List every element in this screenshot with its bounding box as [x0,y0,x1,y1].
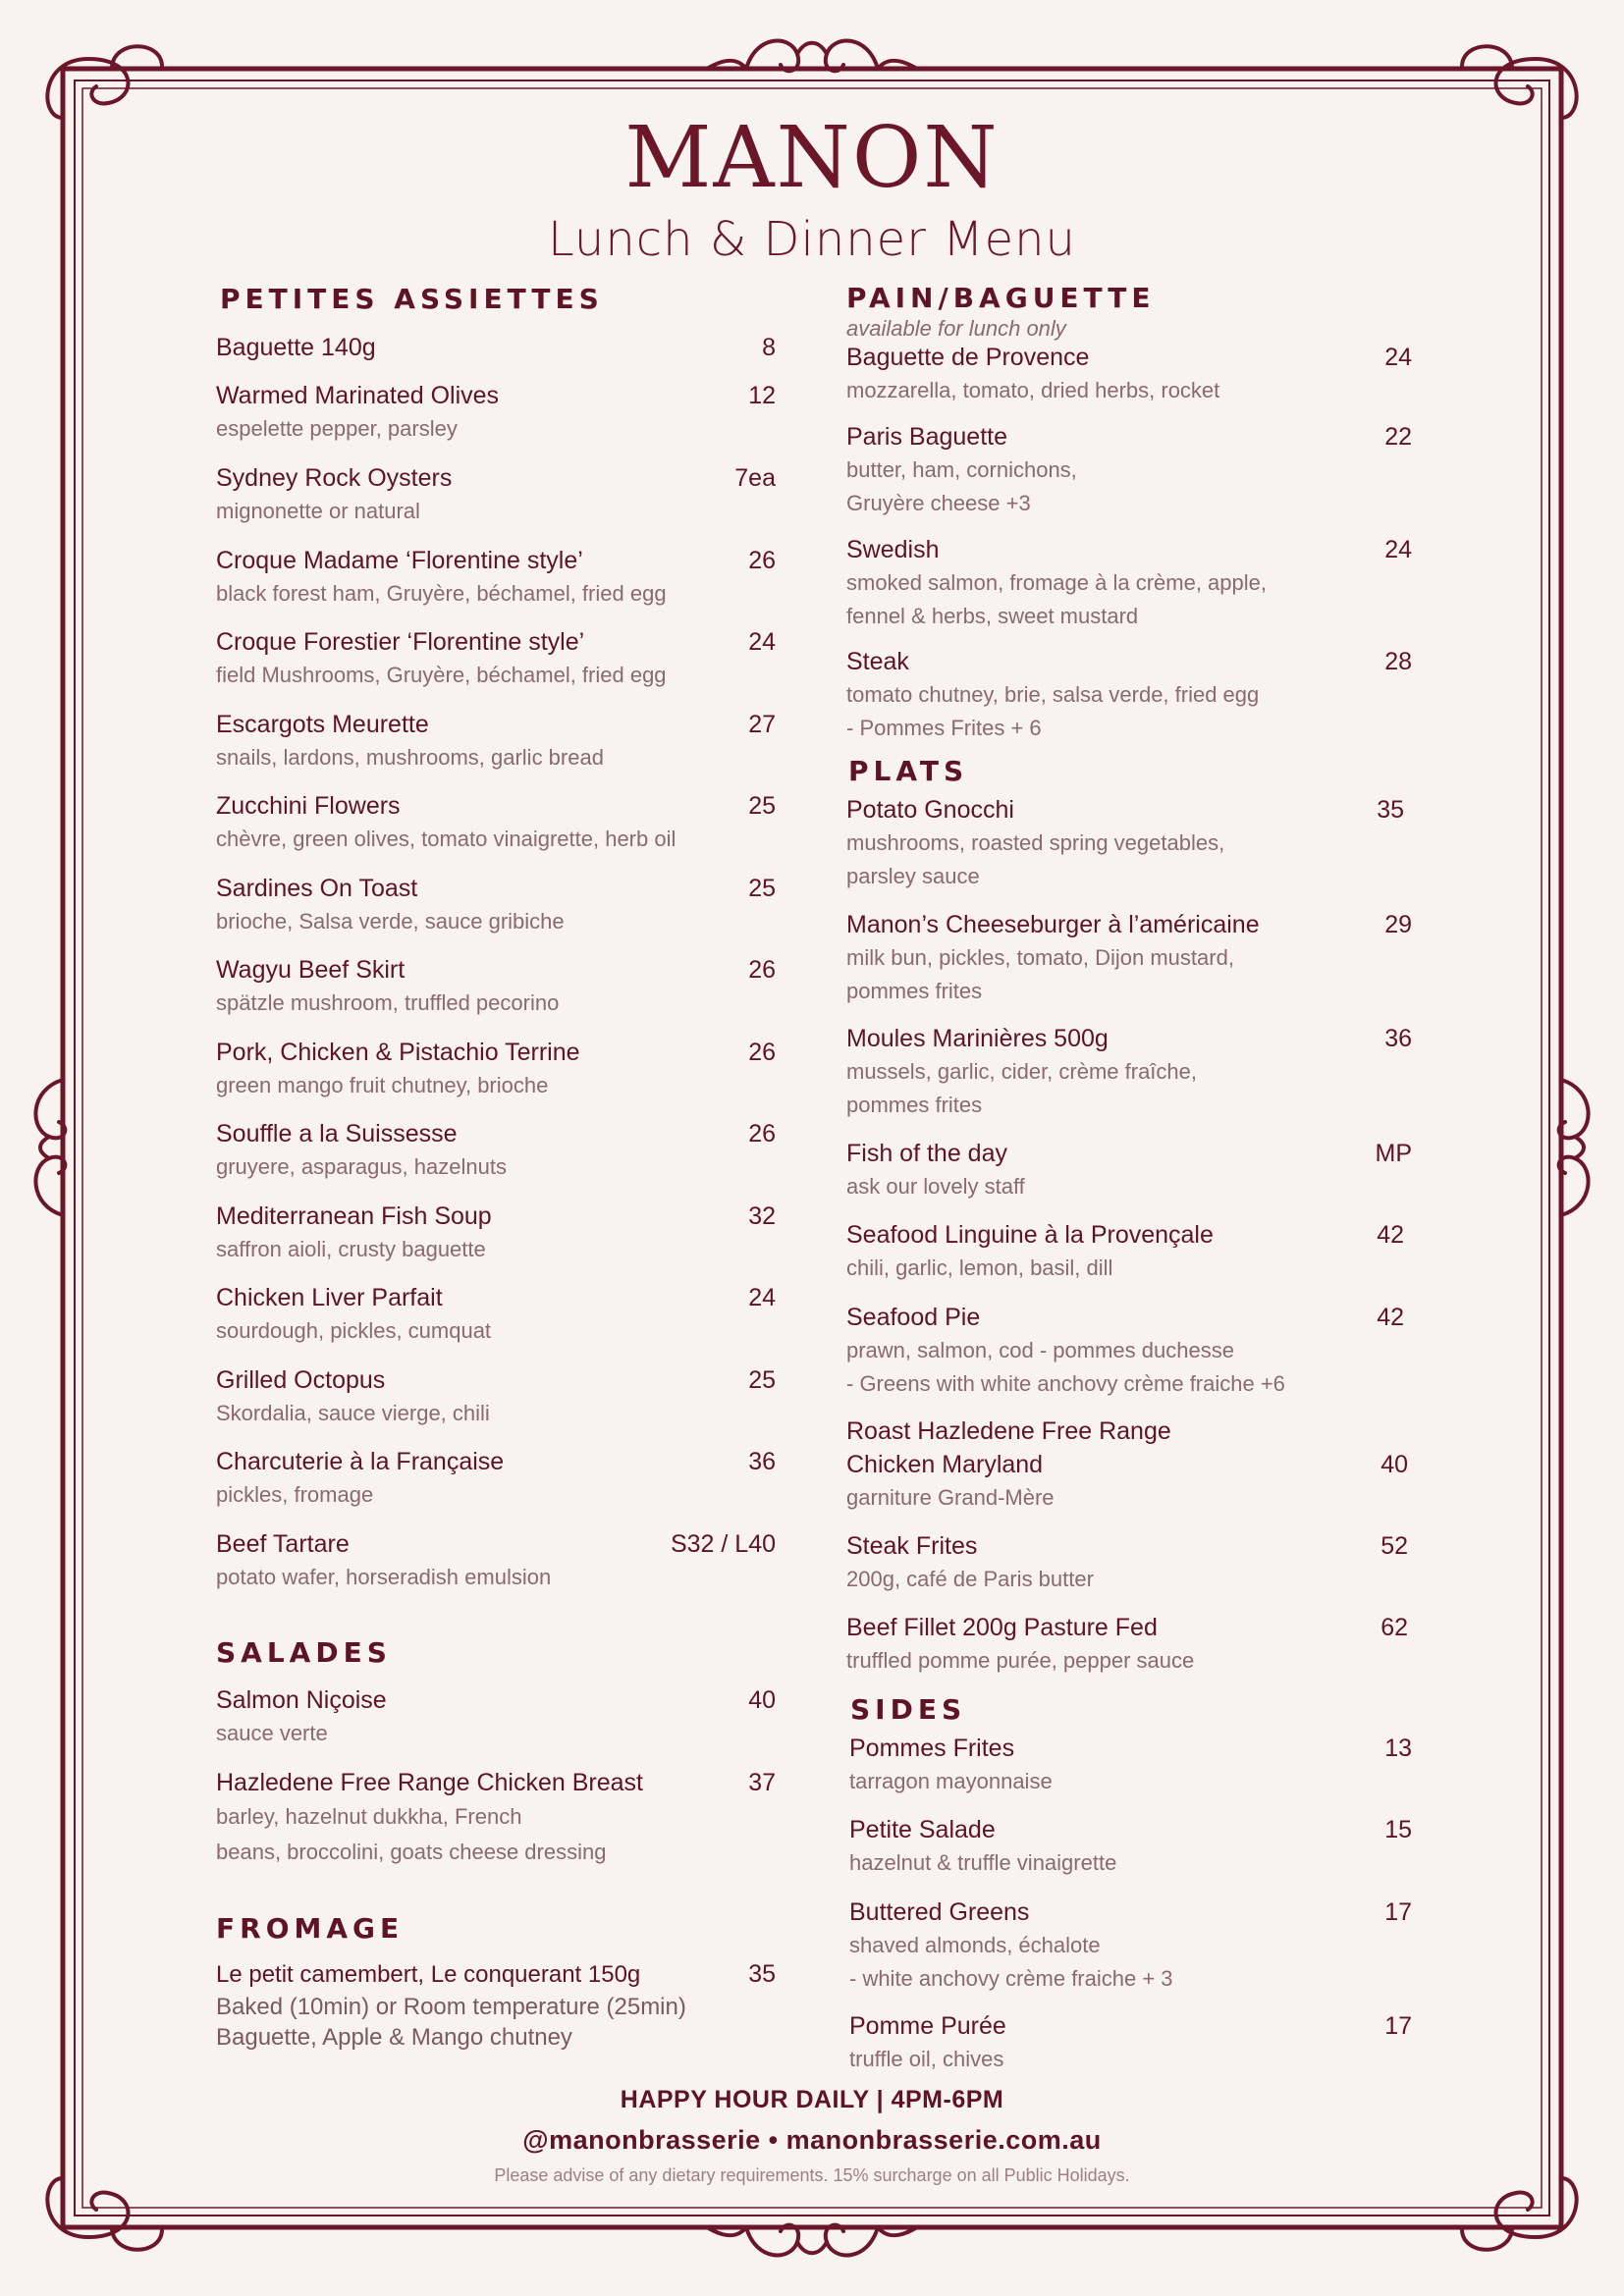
item-name: Zucchini Flowers [216,792,401,820]
item-description: 200g, café de Paris butter [846,1567,1094,1591]
item-price: 22 [1384,423,1412,451]
item-name: Steak [846,648,909,675]
item-name: Swedish [846,536,940,563]
item-name: Sydney Rock Oysters [216,464,453,492]
item-description: brioche, Salsa verde, sauce gribiche [216,909,565,934]
item-name: Souffle a la Suissesse [216,1120,458,1148]
item-name: Warmed Marinated Olives [216,382,500,409]
menu-item [846,645,1412,745]
item-description: shaved almonds, échalote [849,1933,1101,1957]
item-description: garniture Grand-Mère [846,1485,1055,1510]
item-name: Pomme Purée [849,2012,1006,2040]
item-description: mussels, garlic, cider, crème fraîche, [846,1059,1198,1084]
item-description: gruyere, asparagus, hazelnuts [216,1154,507,1179]
item-description: smoked salmon, fromage à la crème, apple, [846,570,1267,595]
menu-item [846,908,1412,1008]
item-description: barley, hazelnut dukkha, French [216,1804,522,1829]
item-description: parsley sauce [846,864,980,888]
menu-item [846,1022,1412,1122]
menu-item [216,331,776,364]
item-description: chèvre, green olives, tomato vinaigrette, herb oil [216,827,677,851]
item-description: sauce verte [216,1721,328,1745]
item-name: Manon’s Cheeseburger à l’américaine [846,911,1260,938]
menu-item [846,341,1412,407]
item-name: Sardines On Toast [216,875,418,902]
item-name: Fish of the day [846,1140,1007,1167]
menu-item [849,2009,1412,2076]
item-price: 32 [748,1202,776,1230]
item-price: MP [1375,1140,1412,1167]
menu-item [216,1281,776,1348]
item-name: Le petit camembert, Le conquerant 150g [216,1961,641,1988]
dietary-disclaimer: Please advise of any dietary requirements. 15% surcharge on all Public Holidays. [494,2165,1130,2185]
menu-item [846,793,1412,893]
item-description: pommes frites [846,1093,983,1117]
menu-item [216,1117,776,1184]
menu-item [216,1445,776,1512]
item-price: 40 [748,1686,776,1714]
item-name: Wagyu Beef Skirt [216,956,406,984]
item-price: 24 [748,1284,776,1311]
item-description: mozzarella, tomato, dried herbs, rocket [846,378,1220,402]
item-description: espelette pepper, parsley [216,416,458,441]
item-name: Escargots Meurette [216,711,429,738]
item-name: Beef Fillet 200g Pasture Fed [846,1614,1158,1641]
menu-item [216,1683,776,1750]
item-description: saffron aioli, crusty baguette [216,1237,486,1261]
menu-item [849,1732,1412,1798]
item-name: Moules Marinières 500g [846,1025,1109,1052]
item-description: - white anchovy crème fraiche + 3 [849,1966,1173,1991]
item-price: 26 [748,1039,776,1066]
menu-item [216,708,776,774]
item-description: truffle oil, chives [849,2047,1004,2071]
item-description: Baked (10min) or Room temperature (25min) [216,1994,686,2020]
item-description: green mango fruit chutney, brioche [216,1073,549,1097]
menu-item [216,1957,776,2053]
item-price: 26 [748,547,776,574]
item-price: 24 [1384,344,1412,371]
item-price: 29 [1384,911,1412,938]
item-description: Skordalia, sauce vierge, chili [216,1401,490,1425]
section-title-plats: PLATS [848,755,969,787]
brand-logo: MANON [624,109,1000,207]
social-handle-and-website: @manonbrasserie • manonbrasserie.com.au [522,2125,1102,2155]
item-description: hazelnut & truffle vinaigrette [849,1850,1117,1875]
item-name: Baguette 140g [216,334,376,361]
item-name: Salmon Niçoise [216,1686,387,1714]
menu-item [216,789,776,856]
item-price: 8 [762,334,776,361]
item-description: mushrooms, roasted spring vegetables, [846,830,1225,855]
menu-subtitle: Lunch & Dinner Menu [548,212,1076,267]
menu-item [216,1766,776,1870]
item-name: Charcuterie à la Française [216,1448,505,1475]
item-price: 25 [748,792,776,820]
item-name: Buttered Greens [849,1898,1030,1926]
item-price: 12 [748,382,776,409]
item-name: Pork, Chicken & Pistachio Terrine [216,1039,580,1066]
item-price: 35 [1377,796,1404,824]
item-description: mignonette or natural [216,499,420,523]
menu-item [846,1611,1412,1678]
item-price: 36 [748,1448,776,1475]
item-price: 17 [1384,2012,1412,2040]
item-price: 52 [1380,1532,1408,1560]
item-name: Chicken Liver Parfait [216,1284,443,1311]
item-description: field Mushrooms, Gruyère, béchamel, fried egg [216,663,667,687]
item-price: 36 [1384,1025,1412,1052]
item-description: tomato chutney, brie, salsa verde, fried egg [846,682,1260,707]
item-price: S32 / L40 [670,1530,776,1558]
item-price: 13 [1384,1735,1412,1762]
section-title-sides: SIDES [850,1693,967,1726]
menu-item [846,1415,1412,1515]
item-description: fennel & herbs, sweet mustard [846,604,1139,628]
happy-hour-banner: HAPPY HOUR DAILY | 4PM-6PM [620,2086,1004,2113]
menu-item [846,1218,1412,1285]
menu-item [216,379,776,446]
item-price: 35 [748,1960,776,1988]
menu-item [216,1363,776,1430]
item-name: Steak Frites [846,1532,978,1560]
item-price: 17 [1384,1898,1412,1926]
item-description: black forest ham, Gruyère, béchamel, fried egg [216,581,667,606]
item-description: sourdough, pickles, cumquat [216,1318,492,1343]
item-description: truffled pomme purée, pepper sauce [846,1648,1195,1673]
item-name: Hazledene Free Range Chicken Breast [216,1769,643,1796]
item-price: 26 [748,956,776,984]
section-title-fromage: FROMAGE [216,1912,405,1945]
menu-item [846,533,1412,633]
item-name: Petite Salade [849,1816,996,1843]
section-title-pain-baguette: PAIN/BAGUETTE [846,282,1156,314]
item-description: ask our lovely staff [846,1174,1025,1199]
menu-item [846,1137,1412,1203]
menu-item [849,1813,1412,1880]
item-name: Croque Madame ‘Florentine style’ [216,547,583,574]
item-name-line-2: Chicken Maryland [846,1451,1044,1478]
item-price: 62 [1380,1614,1408,1641]
item-description: potato wafer, horseradish emulsion [216,1565,552,1589]
item-price: 26 [748,1120,776,1148]
item-description: pommes frites [846,979,983,1003]
item-description: snails, lardons, mushrooms, garlic bread [216,745,604,770]
item-name: Paris Baguette [846,423,1007,451]
menu-item [216,953,776,1020]
section-title-petites-assiettes: PETITES ASSIETTES [220,283,604,315]
item-name: Croque Forestier ‘Florentine style’ [216,628,585,656]
item-description: chili, garlic, lemon, basil, dill [846,1255,1113,1280]
item-price: 40 [1380,1451,1408,1478]
item-price: 28 [1384,648,1412,675]
item-description: - Greens with white anchovy crème fraiche +6 [846,1371,1285,1396]
menu-item [846,1529,1412,1596]
menu-item [846,1301,1412,1401]
item-description: milk bun, pickles, tomato, Dijon mustard, [846,945,1234,970]
item-price: 24 [748,628,776,656]
item-price: 25 [748,875,776,902]
item-price: 42 [1377,1304,1404,1331]
item-price: 24 [1384,536,1412,563]
item-name: Seafood Pie [846,1304,981,1331]
item-name: Grilled Octopus [216,1366,386,1394]
item-description: pickles, fromage [216,1482,374,1507]
menu-item [216,872,776,938]
item-name: Potato Gnocchi [846,796,1014,824]
item-price: 15 [1384,1816,1412,1843]
item-description: beans, broccolini, goats cheese dressing [216,1840,607,1864]
menu-item [216,461,776,528]
item-description: tarragon mayonnaise [849,1769,1053,1793]
item-price: 25 [748,1366,776,1394]
menu-item [216,1200,776,1266]
item-price: 7ea [734,464,776,492]
menu-item [216,625,776,692]
item-description: spätzle mushroom, truffled pecorino [216,990,560,1015]
item-price: 42 [1377,1221,1404,1249]
item-name: Pommes Frites [849,1735,1015,1762]
item-name: Mediterranean Fish Soup [216,1202,492,1230]
item-price: 37 [748,1769,776,1796]
item-description: prawn, salmon, cod - pommes duchesse [846,1338,1234,1362]
item-name: Seafood Linguine à la Provençale [846,1221,1214,1249]
menu-item [216,1527,776,1594]
item-description: - Pommes Frites + 6 [846,716,1042,740]
menu-item [216,544,776,611]
item-name: Beef Tartare [216,1530,350,1558]
item-name: Baguette de Provence [846,344,1090,371]
menu-item [846,420,1412,520]
item-description: Gruyère cheese +3 [846,491,1031,515]
section-title-salades: SALADES [216,1636,392,1669]
item-name: Roast Hazledene Free Range [846,1417,1171,1445]
item-price: 27 [748,711,776,738]
menu-item [849,1896,1412,1996]
item-description: butter, ham, cornichons, [846,457,1077,482]
menu-item [216,1036,776,1102]
lunch-only-note: available for lunch only [846,316,1066,341]
item-description: Baguette, Apple & Mango chutney [216,2024,572,2051]
